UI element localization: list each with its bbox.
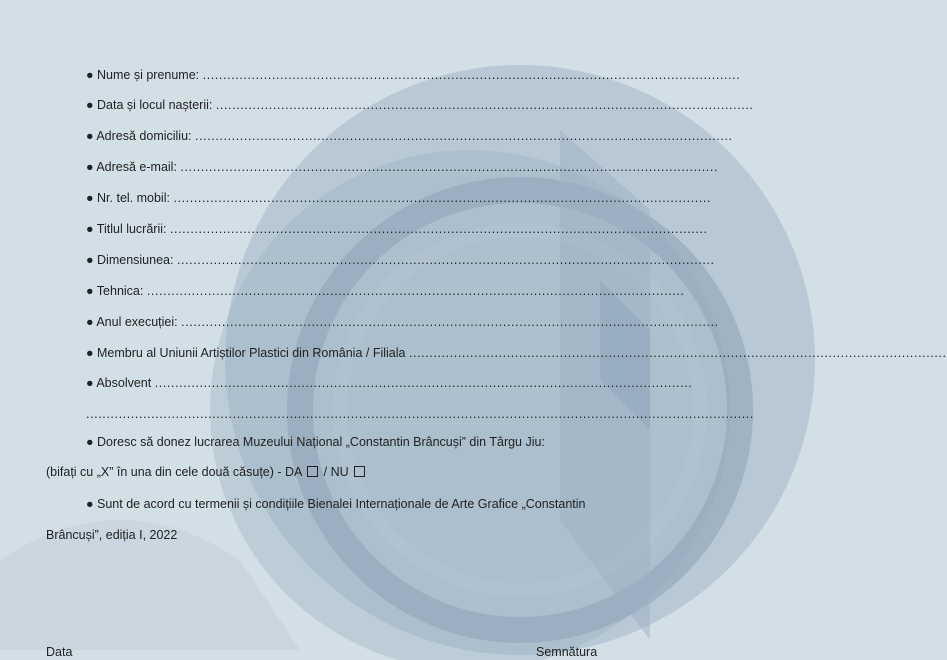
checkbox-nu[interactable] [354, 466, 365, 477]
checkbox-da[interactable] [307, 466, 318, 477]
field-year[interactable]: ● Anul execuției: .................................................................................................................................... [86, 315, 719, 329]
agreement-line-2: Brâncuși”, ediția I, 2022 [46, 528, 178, 542]
donation-choice [46, 464, 367, 480]
field-graduate[interactable]: ● Absolvent .................................................................................................................................... [86, 376, 693, 390]
donation-question: ● Doresc să donez lucrarea Muzeului Național „Constantin Brâncuși” din Târgu Jiu: [86, 435, 545, 449]
footer-date-label: Data [46, 645, 73, 659]
field-membership[interactable]: ● Membru al Uniunii Artiștilor Plastici din România / Filiala .................................................................................................................................... [86, 346, 947, 360]
field-phone[interactable]: ● Nr. tel. mobil: .................................................................................................................................... [86, 191, 712, 205]
field-title[interactable]: ● Titlul lucrării: .................................................................................................................................... [86, 222, 708, 236]
field-email[interactable]: ● Adresă e-mail: .................................................................................................................................... [86, 160, 719, 174]
footer-signature-label: Semnătura [536, 645, 598, 659]
agreement-line-1: ● Sunt de acord cu termenii și condițiile Bienalei Internaționale de Arte Grafice „Constantin [86, 497, 586, 511]
field-birth[interactable]: ● Data și locul nașterii: .................................................................................................................................... [86, 98, 754, 112]
donation-instruction: (bifați cu „X” în una din cele două căsuțe) - DA [46, 465, 302, 479]
da-nu-separator: / NU [323, 465, 349, 479]
field-dimension[interactable]: ● Dimensiunea: .................................................................................................................................... [86, 253, 715, 267]
field-name[interactable]: ● Nume și prenume: .................................................................................................................................... [86, 68, 741, 82]
field-address[interactable]: ● Adresă domiciliu: .................................................................................................................................... [86, 129, 733, 143]
field-graduate-continuation[interactable]: .................................................................................................................................................................... [86, 407, 754, 421]
field-technique[interactable]: ● Tehnica: .................................................................................................................................... [86, 284, 685, 298]
